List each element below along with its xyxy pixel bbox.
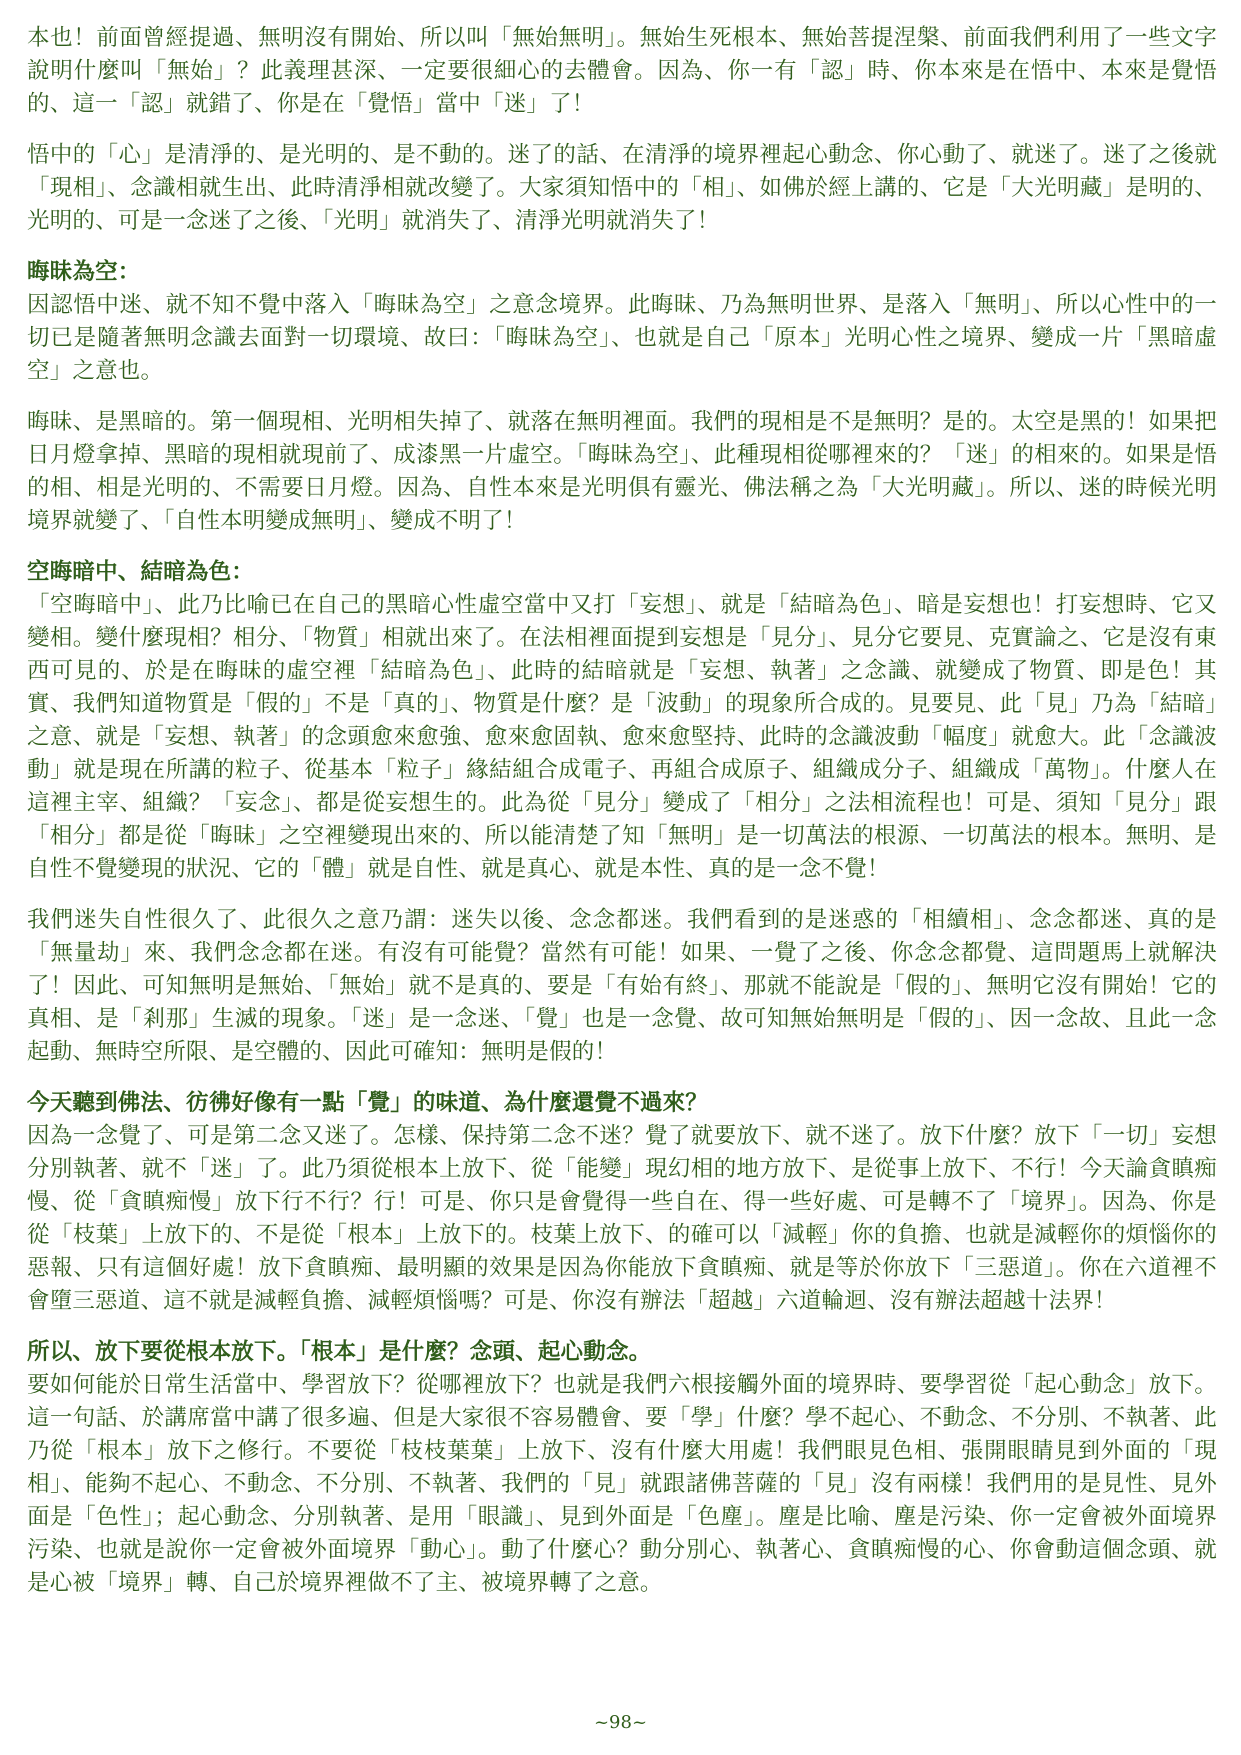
section-paragraph: 晦昧、是黑暗的。第一個現相、光明相失掉了、就落在無明裡面。我們的現相是不是無明？是的。太空是黑的！如果把日月燈拿掉、黑暗的現相就現前了、成漆黑一片虛空。「晦昧為空」、此種現相從哪裡來的？「迷」的相來的。如果是悟的相、相是光明的、不需要日月燈。因為、自性本來是光明俱有靈光、佛法稱之為「大光明藏」。所以、迷的時候光明境界就變了、「自性本明變成無明」、變成不明了！ xyxy=(27,409,1217,534)
section-paragraph: 要如何能於日常生活當中、學習放下？從哪裡放下？也就是我們六根接觸外面的境界時、要學習從「起心動念」放下。這一句話、於講席當中講了很多遍、但是大家很不容易體會、要「學」什麼？學不起心、不動念、不分別、不執著、此乃從「根本」放下之修行。不要從「枝枝葉葉」上放下、沒有什麼大用處！我們眼見色相、張開眼睛見到外面的「現相」、能夠不起心、不動念、不分別、不執著、我們的「見」就跟諸佛菩薩的「見」沒有兩樣！我們用的是見性、見外面是「色性」；起心動念、分別執著、是用「眼識」、見到外面是「色塵」。塵是比喻、塵是污染、你一定會被外面境界污染、也就是說你一定會被外面境界「動心」。動了什麼心？動分別心、執著心、貪瞋痴慢的心、你會動這個念頭、就是心被「境界」轉、自己於境界裡做不了主、被境界轉了之意。 xyxy=(27,1372,1217,1596)
section-huimei xyxy=(27,256,1217,388)
section-fangxia xyxy=(27,1336,1217,1600)
paragraph-intro-1: 本也！前面曾經提過、無明沒有開始、所以叫「無始無明」。無始生死根本、無始菩提涅槃、前面我們利用了一些文字說明什麼叫「無始」？此義理甚深、一定要很細心的去體會。因為、你一有「認」時、你本來是在悟中、本來是覺悟的、這一「認」就錯了、你是在「覺悟」當中「迷」了！ xyxy=(27,25,1217,117)
section-heading: 空晦暗中、結暗為色： xyxy=(27,559,255,585)
section-paragraph: 因為一念覺了、可是第二念又迷了。怎樣、保持第二念不迷？覺了就要放下、就不迷了。放下什麼？放下「一切」妄想分別執著、就不「迷」了。此乃須從根本上放下、從「能變」現幻相的地方放下、是從事上放下、不行！今天論貪瞋痴慢、從「貪瞋痴慢」放下行不行？行！可是、你只是會覺得一些自在、得一些好處、可是轉不了「境界」。因為、你是從「枝葉」上放下的、不是從「根本」上放下的。枝葉上放下、的確可以「減輕」你的負擔、也就是減輕你的煩惱你的惡報、只有這個好處！放下貪瞋痴、最明顯的效果是因為你能放下貪瞋痴、就是等於你放下「三惡道」。你在六道裡不會墮三惡道、這不就是減輕負擔、減輕煩惱嗎？可是、你沒有辦法「超越」六道輪迴、沒有辦法超越十法界！ xyxy=(27,1123,1217,1314)
page-number: ~98~ xyxy=(593,1712,648,1733)
paragraph-intro-2: 悟中的「心」是清淨的、是光明的、是不動的。迷了的話、在清淨的境界裡起心動念、你心動了、就迷了。迷了之後就「現相」、念識相就生出、此時清淨相就改變了。大家須知悟中的「相」、如佛於經上講的、它是「大光明藏」是明的、光明的、可是一念迷了之後、「光明」就消失了、清淨光明就消失了！ xyxy=(27,142,1217,234)
section-heading: 晦昧為空： xyxy=(27,259,141,285)
document-page xyxy=(27,22,1217,1618)
section-paragraph: 「空晦暗中」、此乃比喻已在自己的黑暗心性虛空當中又打「妄想」、就是「結暗為色」、暗是妄想也！打妄想時、它又變相。變什麼現相？相分、「物質」相就出來了。在法相裡面提到妄想是「見分」、見分它要見、克實論之、它是沒有東西可見的、於是在晦昧的虛空裡「結暗為色」、此時的結暗就是「妄想、執著」之念識、就變成了物質、即是色！其實、我們知道物質是「假的」不是「真的」、物質是什麼？是「波動」的現象所合成的。見要見、此「見」乃為「結暗」之意、就是「妄想、執著」的念頭愈來愈強、愈來愈固執、愈來愈堅持、此時的念識波動「幅度」就愈大。此「念識波動」就是現在所講的粒子、從基本「粒子」緣結組合成電子、再組合成原子、組織成分子、組織成「萬物」。什麼人在這裡主宰、組織？「妄念」、都是從妄想生的。此為從「見分」變成了「相分」之法相流程也！可是、須知「見分」跟「相分」都是從「晦昧」之空裡變現出來的、所以能清楚了知「無明」是一切萬法的根源、一切萬法的根本。無明、是自性不覺變現的狀況、它的「體」就是自性、就是真心、就是本性、真的是一念不覺！ xyxy=(27,592,1217,882)
section-heading: 所以、放下要從根本放下。「根本」是什麼？念頭、起心動念。 xyxy=(27,1339,652,1365)
section-paragraph: 因認悟中迷、就不知不覺中落入「晦昧為空」之意念境界。此晦昧、乃為無明世界、是落入「無明」、所以心性中的一切已是隨著無明念識去面對一切環境、故曰：「晦昧為空」、也就是自己「原本」光明心性之境界、變成一片「黑暗虛空」之意也。 xyxy=(27,292,1217,384)
section-jue xyxy=(27,1087,1217,1318)
section-kong-huian xyxy=(27,556,1217,886)
section-paragraph: 我們迷失自性很久了、此很久之意乃謂：迷失以後、念念都迷。我們看到的是迷惑的「相續相」、念念都迷、真的是「無量劫」來、我們念念都在迷。有沒有可能覺？當然有可能！如果、一覺了之後、你念念都覺、這問題馬上就解決了！因此、可知無明是無始、「無始」就不是真的、要是「有始有終」、那就不能說是「假的」、無明它沒有開始！它的真相、是「剎那」生滅的現象。「迷」是一念迷、「覺」也是一念覺、故可知無始無明是「假的」、因一念故、且此一念起動、無時空所限、是空體的、因此可確知：無明是假的！ xyxy=(27,907,1217,1065)
section-heading: 今天聽到佛法、彷彿好像有一點「覺」的味道、為什麼還覺不過來？ xyxy=(27,1090,709,1116)
